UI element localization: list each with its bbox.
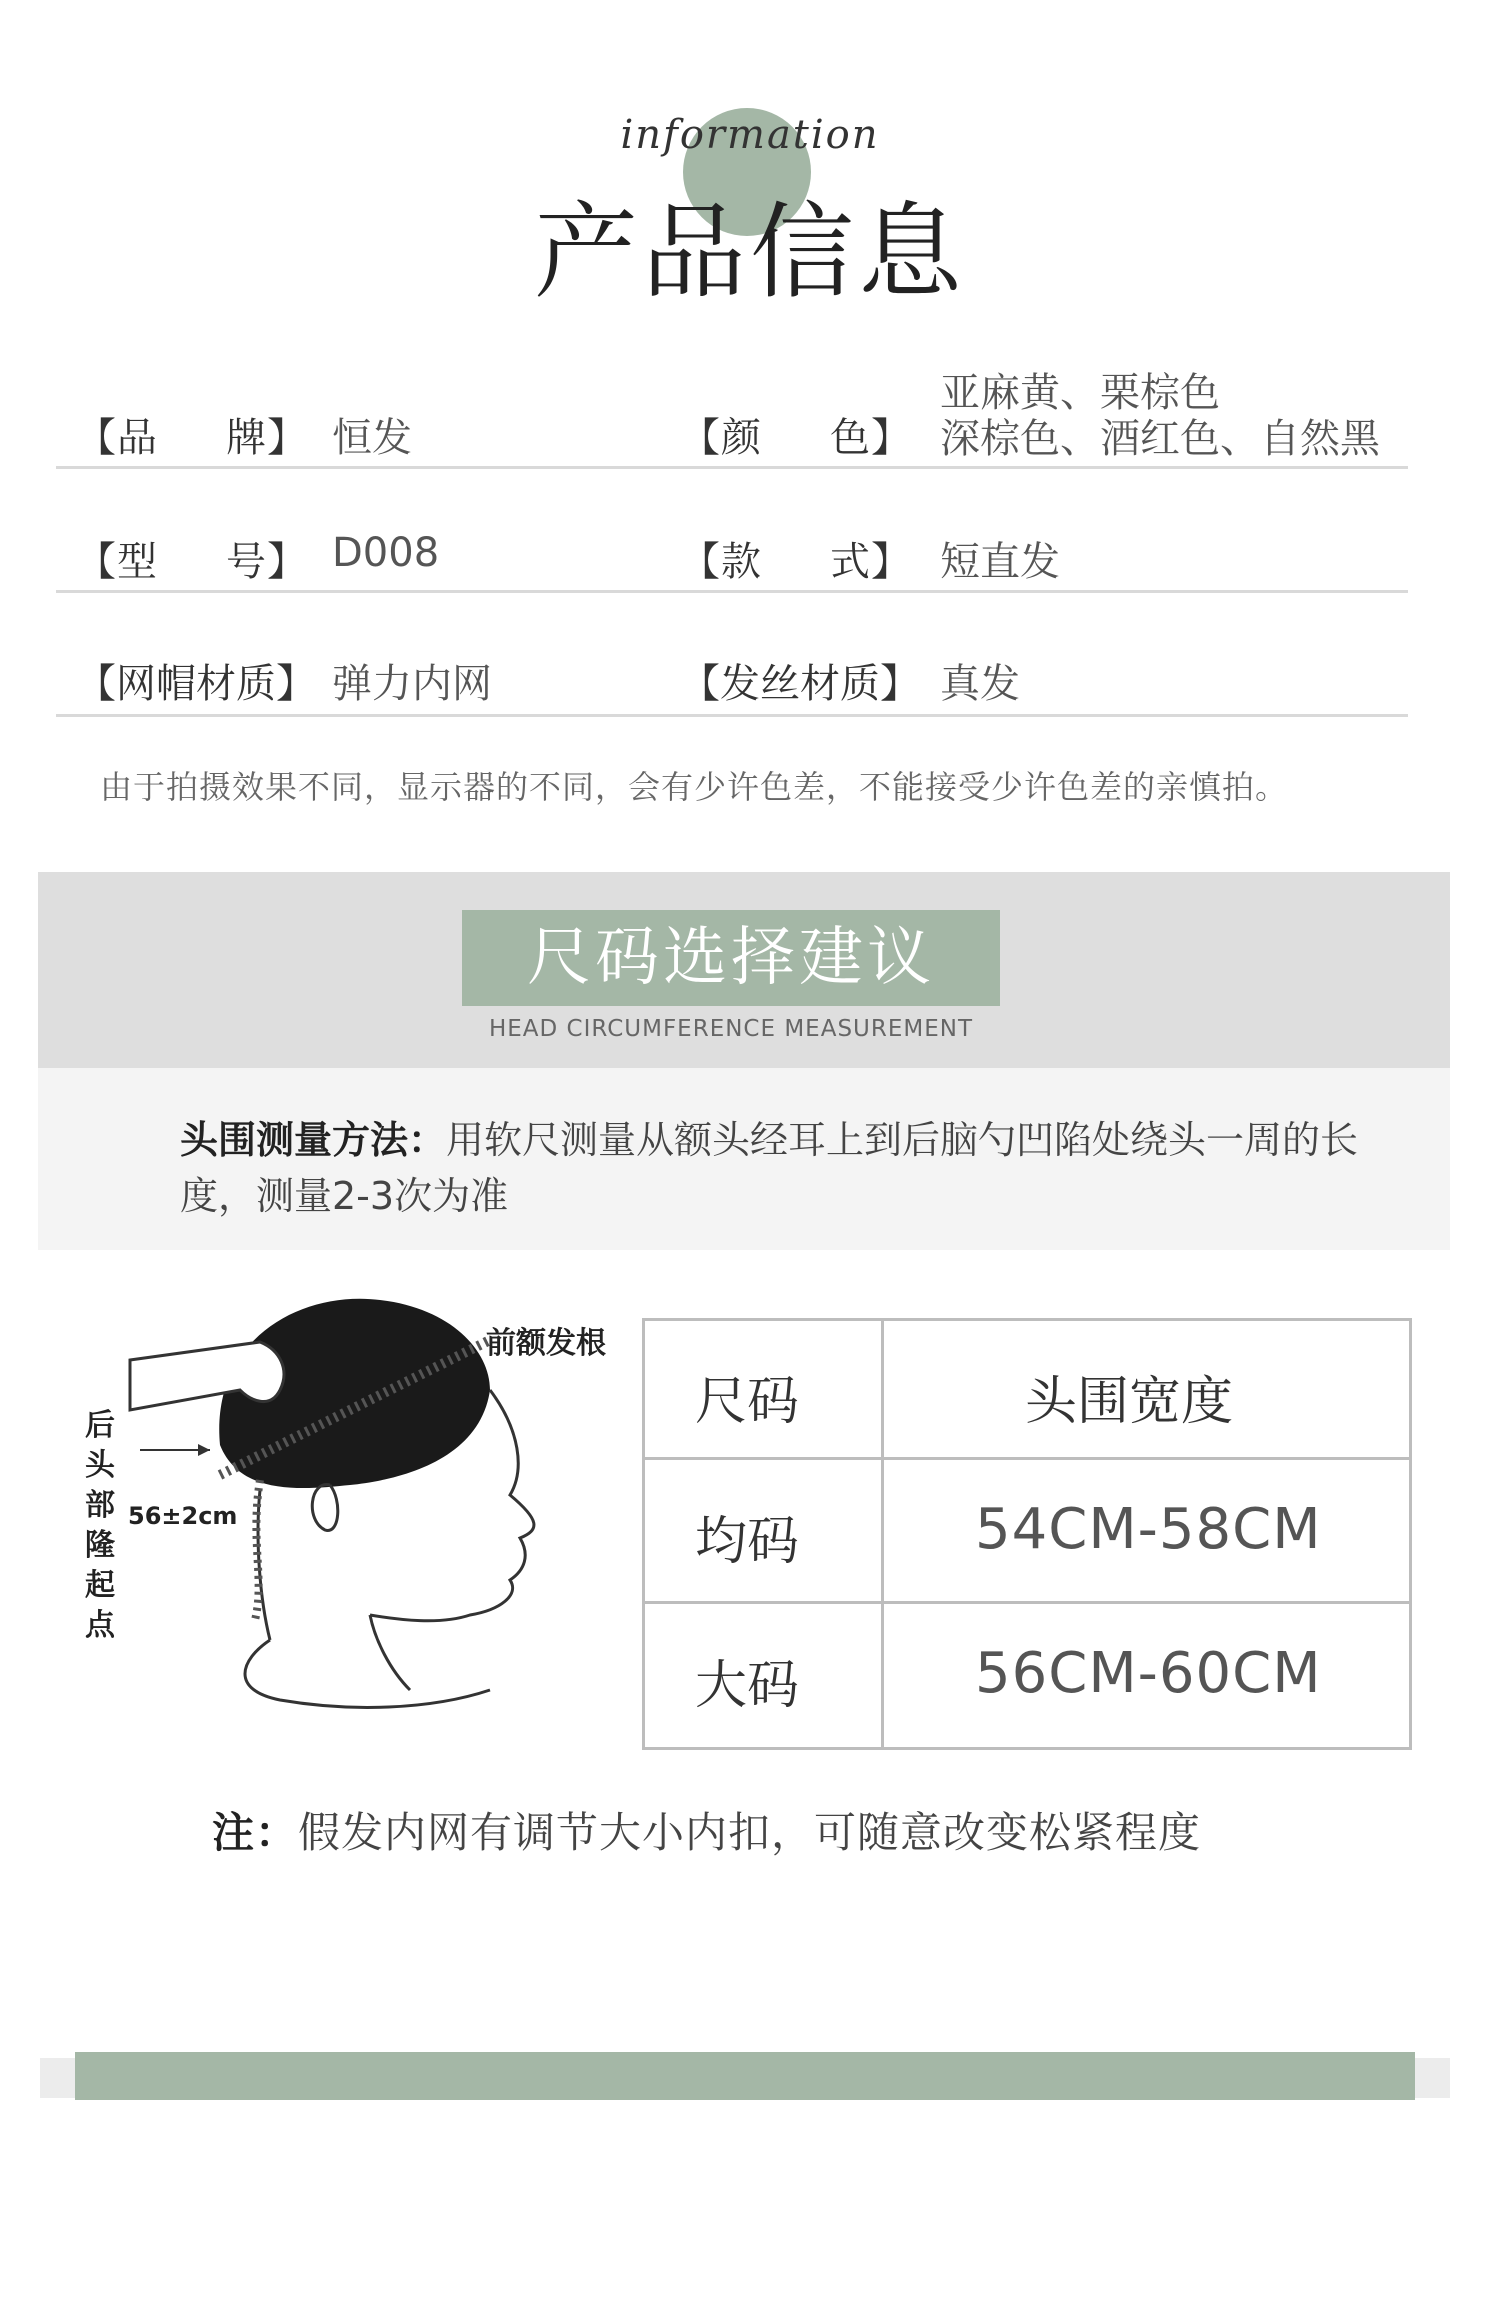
measurement-method bbox=[180, 1112, 1360, 1224]
brand-value: 恒发 bbox=[332, 415, 412, 461]
cap-material-label: 【网帽材质】 bbox=[76, 661, 316, 707]
front-hairline-label: 前额发根 bbox=[486, 1326, 606, 1361]
hair-material-label: 【发丝材质】 bbox=[680, 661, 920, 707]
row-divider bbox=[56, 590, 1408, 593]
model-label: 【型 号】 bbox=[76, 539, 308, 585]
color-value: 亚麻黄、栗棕色 深棕色、酒红色、自然黑 bbox=[940, 370, 1380, 462]
back-head-point-label: 后 头 部 隆 起 点 bbox=[85, 1408, 115, 1643]
measure-value-label: 56±2cm bbox=[128, 1502, 238, 1530]
style-value: 短直发 bbox=[940, 539, 1060, 585]
size-banner-title: 尺码选择建议 bbox=[462, 910, 1000, 1006]
size-table bbox=[642, 1318, 1412, 1750]
title-english: information bbox=[620, 112, 880, 158]
collar-shape bbox=[245, 1640, 490, 1707]
note-label: 注： bbox=[212, 1808, 299, 1857]
color-disclaimer: 由于拍摄效果不同，显示器的不同，会有少许色差，不能接受少许色差的亲慎拍。 bbox=[100, 768, 1289, 806]
method-text: 用软尺测量从额头经耳上到后脑勺凹陷处绕头一周的长度，测量2-3次为准 bbox=[180, 1118, 1359, 1218]
row-divider bbox=[56, 714, 1408, 717]
hand-shape bbox=[130, 1342, 284, 1410]
method-title: 头围测量方法： bbox=[180, 1118, 447, 1162]
model-value: D008 bbox=[332, 530, 440, 576]
table-row-range: 54CM-58CM bbox=[975, 1497, 1322, 1562]
table-header-size: 尺码 bbox=[695, 1372, 800, 1432]
table-header-circumference: 头围宽度 bbox=[1025, 1372, 1234, 1432]
note-text: 假发内网有调节大小内扣，可随意改变松紧程度 bbox=[298, 1808, 1202, 1857]
neck-front bbox=[370, 1615, 410, 1690]
table-row-divider bbox=[645, 1601, 1409, 1604]
table-row-divider bbox=[645, 1457, 1409, 1460]
page-title: 产品信息 bbox=[533, 191, 966, 313]
brand-label: 【品 牌】 bbox=[76, 415, 308, 461]
bottom-accent-bar bbox=[75, 2052, 1415, 2100]
hair-material-value: 真发 bbox=[940, 661, 1020, 707]
table-row-size: 大码 bbox=[695, 1656, 800, 1716]
table-column-divider bbox=[881, 1321, 884, 1747]
style-label: 【款 式】 bbox=[680, 539, 912, 585]
table-row-size: 均码 bbox=[695, 1512, 800, 1572]
adjustment-note bbox=[212, 1800, 1201, 1860]
ear-shape bbox=[312, 1485, 338, 1531]
table-row-range: 56CM-60CM bbox=[975, 1641, 1322, 1706]
size-banner-subtitle: HEAD CIRCUMFERENCE MEASUREMENT bbox=[488, 1016, 974, 1042]
cap-material-value: 弹力内网 bbox=[332, 661, 492, 707]
color-label: 【颜 色】 bbox=[680, 415, 912, 461]
row-divider bbox=[56, 466, 1408, 469]
